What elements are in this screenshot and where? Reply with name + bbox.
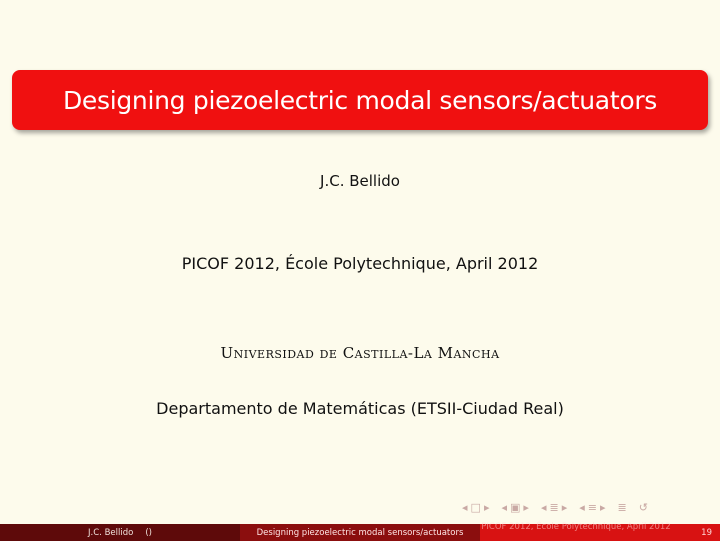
footer-page-number: 19: [701, 527, 712, 538]
doc-next-icon[interactable]: ▸: [599, 500, 606, 514]
subsection-prev-icon[interactable]: ◂: [501, 500, 507, 514]
slide-title: Designing piezoelectric modal sensors/actuators: [62, 85, 658, 115]
university-name: Universidad de Castilla-La Mancha: [220, 344, 500, 362]
author-name: J.C. Bellido: [320, 172, 400, 190]
section-next-icon[interactable]: ▸: [561, 500, 568, 514]
title-box: [12, 70, 708, 130]
frame-icon[interactable]: □: [470, 500, 481, 514]
subsection-icon[interactable]: ▣: [510, 500, 521, 514]
section-icon[interactable]: ≣: [549, 500, 559, 514]
section-prev-icon[interactable]: ◂: [540, 500, 547, 514]
footer-bar: [0, 521, 720, 541]
footer-author-section: [0, 524, 240, 541]
department-name: Departamento de Matemáticas (ETSII-Ciudad Real): [156, 399, 564, 418]
footer-author: J.C. Bellido: [88, 527, 134, 538]
doc-prev-icon[interactable]: ◂: [579, 500, 585, 514]
footer-institute: (): [145, 527, 152, 538]
frame-prev-icon[interactable]: ◂: [462, 500, 468, 514]
footer-event: PICOF 2012, École Polytechnique, April 2012: [481, 521, 671, 532]
frame-next-icon[interactable]: ▸: [483, 500, 490, 514]
footer-title: Designing piezoelectric modal sensors/actuators: [256, 527, 464, 538]
doc-icon[interactable]: ≡: [587, 500, 597, 514]
toc-icon[interactable]: ≣: [617, 500, 627, 514]
subsection-next-icon[interactable]: ▸: [523, 500, 529, 514]
beamer-navigation: [462, 499, 648, 515]
event-info: PICOF 2012, École Polytechnique, April 2012: [181, 254, 539, 273]
footer-event-section: [480, 521, 720, 541]
search-icon[interactable]: ↺: [638, 500, 648, 514]
footer-title-section: [240, 524, 480, 541]
